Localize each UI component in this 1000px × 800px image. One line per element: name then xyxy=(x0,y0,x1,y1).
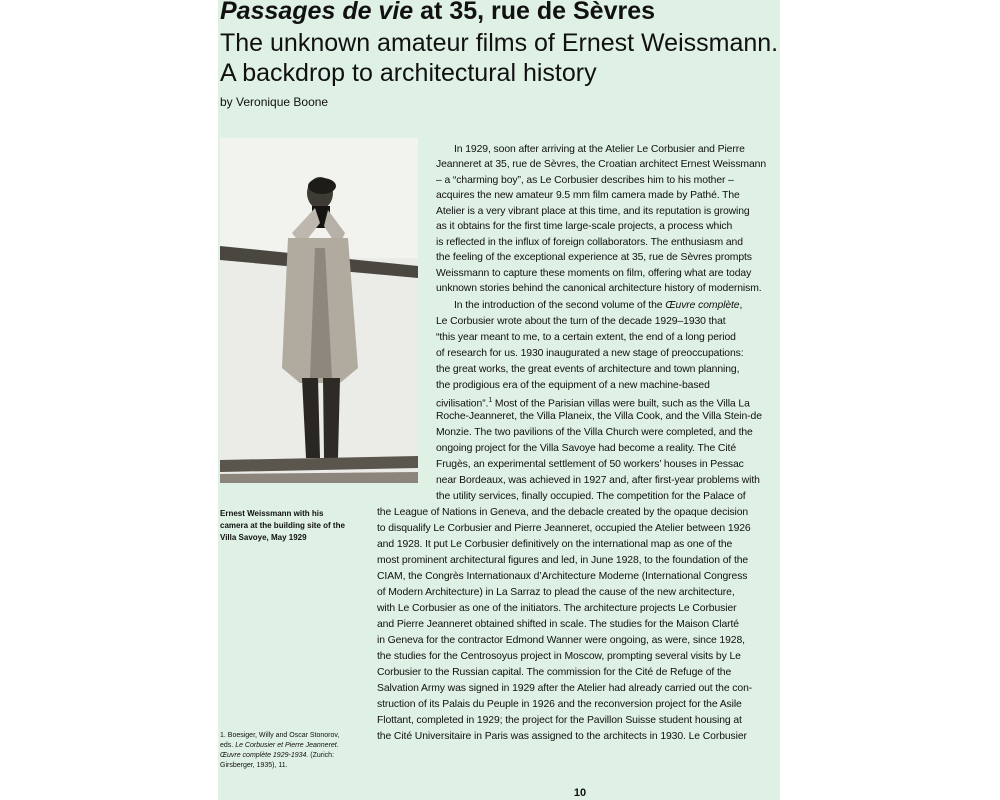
figure-caption: Ernest Weissmann with his camera at the building site of the Villa Savoye, May 1929 xyxy=(220,509,345,542)
body-line: and 1928. It put Le Corbusier definitively on the international map as one of the xyxy=(377,539,733,550)
body-line: Jeanneret at 35, rue de Sèvres, the Croatian architect Ernest Weissmann xyxy=(436,159,767,170)
body-line: of Modern Architecture) in La Sarraz to plead the cause of the new architecture, xyxy=(377,587,735,598)
body-line: is reflected in the influx of foreign collaborators. The enthusiasm and xyxy=(436,237,743,248)
body-line: CIAM, the Congrès Internationaux d’Architecture Moderne (International Congress xyxy=(377,571,748,582)
body-line-text: In the introduction of the second volume of the xyxy=(454,300,666,311)
article-title-rest: at 35, rue de Sèvres xyxy=(413,0,656,25)
body-line: the Cité Universitaire in Paris was assigned to the architects in 1930. Le Corbusier xyxy=(377,731,747,742)
body-line: to disqualify Le Corbusier and Pierre Jeanneret, occupied the Atelier between 1926 xyxy=(377,523,751,534)
subtitle-line-2: A backdrop to architectural history xyxy=(220,59,597,87)
body-line: the League of Nations in Geneva, and the debacle created by the opaque decision xyxy=(377,507,749,518)
body-line: unknown stories behind the canonical architecture history of modernism. xyxy=(436,283,762,294)
body-line: the feeling of the exceptional experience at 35, rue de Sèvres prompts xyxy=(436,252,752,263)
body-line: Le Corbusier wrote about the turn of the decade 1929–1930 that xyxy=(436,316,726,327)
body-line: as it obtains for the first time large-scale projects, a process which xyxy=(436,221,733,232)
body-line: the utility services, finally occupied. The competition for the Palace of xyxy=(436,491,746,502)
body-line xyxy=(454,298,742,313)
body-line: – a “charming boy”, as Le Corbusier describes him to his mother – xyxy=(436,175,734,186)
footnote-suffix: (Zurich: Girsberger, 1935), 11. xyxy=(220,752,335,769)
body-line: the prodigious era of the equipment of a new machine-based xyxy=(436,380,710,391)
subtitle-line-1: The unknown amateur films of Ernest Weissmann. xyxy=(220,29,779,57)
footnote-italic: Le Corbusier et Pierre Jeanneret. Œuvre complète 1929-1934. xyxy=(220,742,339,759)
photo-weissmann-with-camera xyxy=(220,138,418,483)
body-line: “this year meant to me, to a certain extent, the end of a long period xyxy=(436,332,736,343)
body-line: Atelier is a very vibrant place at this time, and its reputation is growing xyxy=(436,206,750,217)
footnote-prefix: 1. Boesiger, Willy and Oscar Stonorov, eds. xyxy=(220,732,340,749)
body-line: struction of its Palais du Peuple in 1926 and the reconversion project for the Asile xyxy=(377,699,742,710)
body-line: In 1929, soon after arriving at the Atelier Le Corbusier and Pierre xyxy=(454,144,745,155)
page-number: 10 xyxy=(573,787,587,799)
body-line: most prominent architectural figures and led, in June 1928, to the foundation of the xyxy=(377,555,749,566)
article-title xyxy=(220,0,655,26)
body-line: Monzie. The two pavilions of the Villa Church were completed, and the xyxy=(436,427,753,438)
body-line: acquires the new amateur 9.5 mm film camera made by Pathé. The xyxy=(436,190,740,201)
oeuvre-after: , xyxy=(739,300,743,311)
body-line: ongoing project for the Villa Savoye had become a reality. The Cité xyxy=(436,443,737,454)
body-line: and Pierre Jeanneret obtained shifted in scale. The studies for the Maison Clarté xyxy=(377,619,739,630)
body-line-text: civilisation”. xyxy=(436,398,489,410)
body-line: Corbusier to the Russian capital. The commission for the Cité de Refuge of the xyxy=(377,667,732,678)
body-line: Salvation Army was signed in 1929 after the Atelier had already carried out the con- xyxy=(377,683,753,694)
footnote-marker: 1 xyxy=(488,397,493,404)
body-line: Flottant, completed in 1929; the project for the Pavillon Suisse student housing at xyxy=(377,715,742,726)
body-line-text: Most of the Parisian villas were built, such as the Villa La xyxy=(492,398,750,410)
body-line: with Le Corbusier as one of the initiators. The architecture projects Le Corbusier xyxy=(377,603,737,614)
body-line: Frugès, an experimental settlement of 50 workers’ houses in Pessac xyxy=(436,459,744,470)
body-line: in Geneva for the contractor Edmond Wanner were ongoing, as were, since 1928, xyxy=(377,635,745,646)
oeuvre-title-italic: Œuvre complète xyxy=(665,300,740,311)
body-line: the studies for the Centrosoyus project in Moscow, prompting several visits by Le xyxy=(377,651,741,662)
footnote xyxy=(220,731,350,771)
body-line: the great works, the great events of architecture and town planning, xyxy=(436,364,740,375)
article-subtitle xyxy=(220,28,778,88)
body-line: of research for us. 1930 inaugurated a new stage of preoccupations: xyxy=(436,348,744,359)
byline: by Veronique Boone xyxy=(220,95,329,109)
article-title-italic: Passages de vie xyxy=(220,0,414,25)
body-line: near Bordeaux, was achieved in 1927 and, after first-year problems with xyxy=(436,475,760,486)
body-line: Weissmann to capture these moments on film, offering what are today xyxy=(436,268,752,279)
body-line: Roche-Jeanneret, the Villa Planeix, the Villa Cook, and the Villa Stein-de xyxy=(436,411,762,422)
